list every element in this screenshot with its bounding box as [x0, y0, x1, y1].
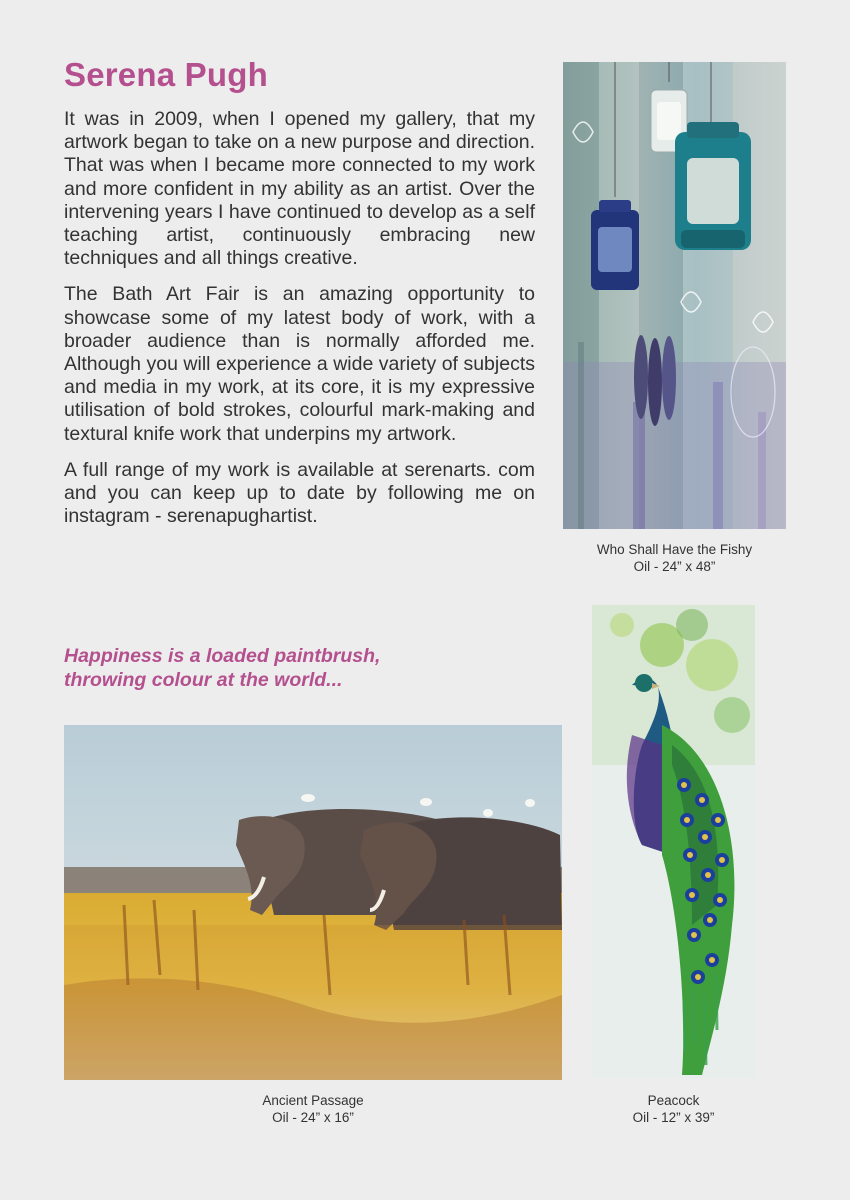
- bio-paragraph: A full range of my work is available at serenarts. com and you can keep up to date by following me on instagram - serenapughartist.: [64, 458, 535, 528]
- artwork-details: Oil - 12” x 39”: [632, 1110, 715, 1125]
- artwork-title: Ancient Passage: [262, 1093, 364, 1108]
- quote-line: throwing colour at the world...: [64, 669, 343, 691]
- caption-ancient-passage: [64, 1092, 562, 1126]
- painting-ancient-passage: [64, 725, 562, 1080]
- bio-paragraph: It was in 2009, when I opened my gallery, that my artwork began to take on a new purpose and direction. That was when I became more connected to my work and more confident in my ability as an artist. Over the intervening years I have continued to develop as a self teaching artist, continuously embracing new techniques and all things creative.: [64, 108, 535, 270]
- artist-bio: [64, 108, 535, 541]
- quote-line: Happiness is a loaded paintbrush,: [64, 645, 381, 667]
- painting-who-shall-have-the-fishy: [563, 62, 786, 529]
- artist-name: Serena Pugh: [64, 56, 268, 93]
- artwork-details: Oil - 24” x 48”: [633, 559, 716, 574]
- caption-who-shall-have-the-fishy: [563, 541, 786, 575]
- painting-peacock: [592, 605, 755, 1078]
- artist-quote: [64, 644, 380, 692]
- caption-peacock: [592, 1092, 755, 1126]
- artwork-details: Oil - 24” x 16”: [272, 1110, 354, 1125]
- bio-paragraph: The Bath Art Fair is an amazing opportunity to showcase some of my latest body of work, with a broader audience than is normally afforded me. Although you will experience a wide variety of subjects and media in my work, at its core, it is my expressive utilisation of bold strokes, colourful mark-making and textural knife work that underpins my artwork.: [64, 283, 535, 445]
- artwork-title: Who Shall Have the Fishy: [596, 542, 753, 557]
- artwork-title: Peacock: [647, 1093, 700, 1108]
